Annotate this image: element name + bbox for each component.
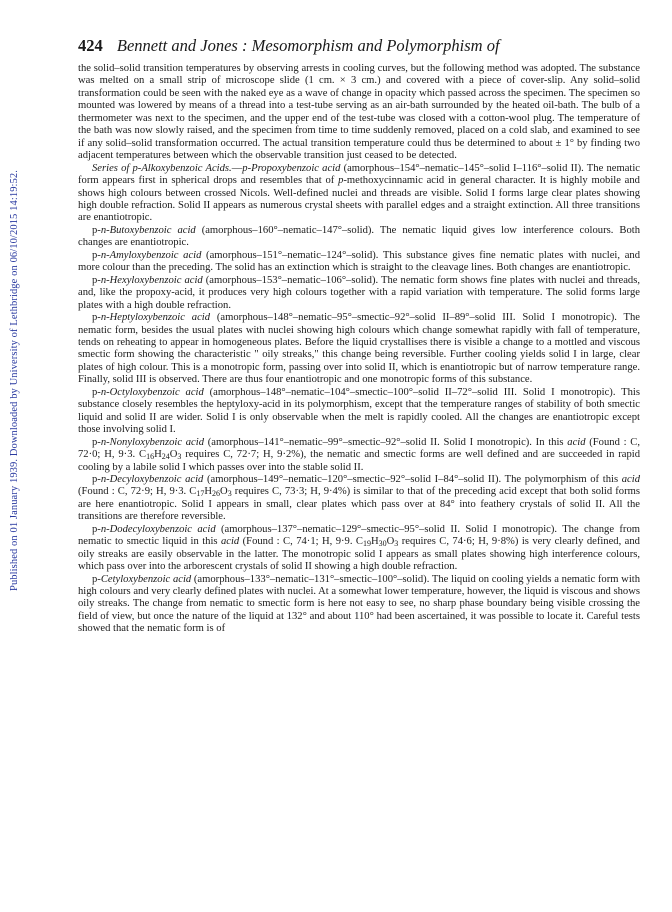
text-run: (amorphous–153°–nematic–106°–solid). The nematic form shows fine plates with nuclei and threads, and, like the propoxy-acid, it produces very high colours together with a rapid variation with temperature. The solid forms large plates with a high double refraction. <box>78 274 640 311</box>
italic-text: n-Amyloxybenzoic acid <box>100 249 202 261</box>
paragraph <box>78 275 640 312</box>
subscript: 19 <box>362 539 371 549</box>
subscript: 24 <box>161 452 170 462</box>
download-notice-text: Published on 01 January 1939. Downloaded by University of Lethbridge on 06/10/2015 14:19:52. <box>8 169 20 591</box>
italic-text: n-Octyloxybenzoic acid <box>100 386 204 398</box>
italic-text: p <box>338 175 344 187</box>
paragraph <box>78 387 640 437</box>
text-run: O <box>220 486 228 498</box>
italic-text: acid <box>567 436 586 448</box>
text-run: (amorphous–137°–nematic–129°–smectic–95°–solid II. Solid I monotropic). The change from nematic to smectic liquid in this <box>78 523 640 548</box>
italic-text: acid <box>220 536 240 548</box>
text-run: (amorphous–160°–nematic–147°–solid). The nematic liquid gives low interference colours. Both changes are enantiotropic. <box>78 224 640 249</box>
subscript: 3 <box>177 452 182 462</box>
article-body <box>78 63 640 636</box>
paragraph <box>78 524 640 574</box>
italic-text: n-Heptyloxybenzoic acid <box>100 312 211 324</box>
subscript: 30 <box>378 539 387 549</box>
text-run: -methoxycinnamic acid in general character. It is highly mobile and shows high colours between crossed Nicols. Well-defined nuclei and threads are visible. Solid I forms large clear plates showing high double refraction. Solid II appears as numerous crystal sheets with parallel edges and a straight extinction. All three transitions are enantiotropic. <box>78 175 640 224</box>
paragraph <box>78 312 640 387</box>
paragraph <box>78 250 640 275</box>
text-run: — <box>231 162 243 174</box>
text-run: H <box>154 449 162 461</box>
subscript: 17 <box>196 489 205 499</box>
text-run: H <box>204 486 213 498</box>
italic-text: Cetyloxybenzoic acid <box>100 573 192 585</box>
text-run: (amorphous–149°–nematic–120°–smectic–92°–solid I–84°–solid II). The polymorphism of this <box>203 473 622 485</box>
italic-text: n-Nonyloxybenzoic acid <box>100 436 204 448</box>
text-run: (amorphous–133°–nematic–131°–smectic–100°–solid). The liquid on cooling yields a nematic form with high colours and very clearly defined plates with nuclei. At a somewhat lower temperature, however, the liquid is viscous and shows oily streaks. The change from nematic to smectic form is here not easy to see, no sharp phase boundary being visible crossing the field of view, but once the nature of the liquid at 132° and about 110° had been ascertained, it was possible to locate it. Careful tests showed that the nematic form is of <box>78 573 641 635</box>
text-run: (amorphous–148°–nematic–104°–smectic–100°–solid II–72°–solid III. Solid I monotropic). This substance closely resembles the heptyloxy-acid in its polymorphism, except that the temperature ranges of stability of both smectic liquid and solid II are wider. Solid I is only observable when the melt is rapidly cooled. All the changes are enantiotropic except those involving solid I. <box>78 386 640 436</box>
text-run: p- <box>92 224 101 236</box>
text-run: O <box>386 536 395 548</box>
paragraph <box>78 63 640 163</box>
italic-text: p-Propoxybenzoic acid <box>242 162 341 174</box>
text-run: requires C, 72·7; H, 9·2%), the nematic and smectic forms are well defined and are succeeded in rapid cooling by a labile solid I which passes over into the stable solid II. <box>78 449 640 473</box>
text-run: p- <box>92 249 101 261</box>
subscript: 3 <box>227 489 232 499</box>
text-run: the solid–solid transition temperatures by observing arrests in cooling curves, but the following method was adopted. The substance was melted on a small strip of microscope slide (1 cm. × 3 cm.) and covered with a piece of cover-slip. Any solid–solid transformation could be seen with the naked eye as a wave of change in opacity which passed across the specimen. The specimen so mounted was lowered by means of a thread into a test-tube serving as an air-bath surrounded by the heated oil-bath. The bulb of a thermometer was next to the specimen, and the upper end of the test-tube was closed with a cotton-wool plug. The temperature of the bath was now slowly raised, and the specimen from time to time suddenly removed, placed on a cold slab, and examined to see if any solid–solid transformation occurred. The actual transition temperature could thus be determined to about ± 1° by finding two adjacent temperatures between which the observable transition just ceased to be detected. <box>78 63 640 162</box>
text-run: (Found : C, 72·9; H, 9·3. C <box>78 486 197 498</box>
text-run: H <box>370 536 379 548</box>
italic-text: n-Butoxybenzoic acid <box>100 224 196 236</box>
text-run: p- <box>92 386 101 398</box>
paragraph <box>78 437 640 474</box>
text-run: (amorphous–148°–nematic–95°–smectic–92°–solid II–89°–solid III. Solid I monotropic). The nematic form, besides the usual plates with nuclei showing high colours which change somewhat rapidly with fall of temperature, tends on reheating to appear in homogeneous plates. Before the liquid crystallises there is visible a change to a mottled and viscous smectic form showing the characteristic " oily streaks," this change being reversible. Further cooling yields solid I in large, clear plates of high colour. This is a monotropic form, passing over into solid II, which is enantiotropic but of narrow temperature range. Finally, solid III is observed. There are thus four enantiotropic and one monotropic forms of this substance. <box>78 312 640 386</box>
text-run: O <box>169 449 178 461</box>
paragraph <box>78 163 640 225</box>
running-header <box>78 36 638 58</box>
text-run: p- <box>92 523 101 535</box>
text-run: p- <box>92 274 101 286</box>
italic-text: n-Hexyloxybenzoic acid <box>100 274 203 286</box>
subscript: 16 <box>146 452 155 462</box>
running-title: Bennett and Jones : Mesomorphism and Polymorphism of <box>116 36 500 55</box>
paragraph <box>78 225 640 250</box>
subscript: 26 <box>212 489 221 499</box>
text-run: p- <box>92 473 101 485</box>
paragraph <box>78 574 640 636</box>
text-run: requires C, 74·6; H, 9·8%) is very clearly defined, and oily streaks are easily observable in the latter. The monotropic solid I appears as small plates showing high interference colours, which pass over into the arborescent crystals of solid II showing a high double refraction. <box>78 536 640 573</box>
text-run: (Found : C, 72·0; H, 9·3. C <box>78 436 640 461</box>
text-run: requires C, 73·3; H, 9·4%) is similar to that of the preceding acid except that both solid forms are here enantiotropic. Solid I appears in small, clear plates which pass over at 84° into feathery crystals of solid II. All the transitions are therefore reversible. <box>78 486 640 523</box>
subscript: 3 <box>394 539 399 549</box>
text-run: p- <box>92 573 101 585</box>
italic-text: n-Dodecyloxybenzoic acid <box>100 523 216 535</box>
italic-text: acid <box>621 473 640 485</box>
text-run: p- <box>92 312 101 324</box>
text-run: (Found : C, 74·1; H, 9·9. C <box>239 536 363 548</box>
text-run: p- <box>92 436 101 448</box>
paragraph <box>78 474 640 524</box>
text-run: (amorphous–141°–nematic–99°–smectic–92°–solid II. Solid I monotropic). In this <box>204 436 568 448</box>
page-number: 424 <box>78 36 103 55</box>
italic-text: n-Decyloxybenzoic acid <box>100 473 204 485</box>
italic-text: Series of p-Alkoxybenzoic Acids. <box>92 162 232 174</box>
text-run: (amorphous–151°–nematic–124°–solid). This substance gives fine nematic plates with nuclei, and more colour than the preceding. The solid has an extinction which is straight to the cleavage lines. Both changes are enantiotropic. <box>78 249 640 274</box>
text-run: (amorphous–154°–nematic–145°–solid I–116°–solid II). The nematic form appears first in spherical drops and resembles that of <box>78 162 640 187</box>
download-notice <box>4 140 24 620</box>
